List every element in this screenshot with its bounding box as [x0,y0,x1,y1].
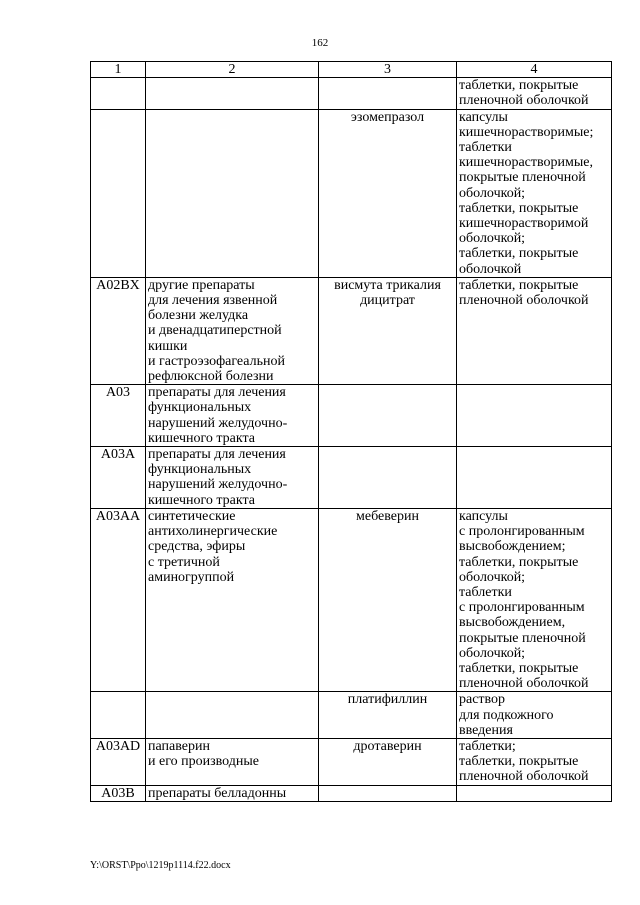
table-row [91,277,612,384]
ingredient-cell [319,385,457,447]
atc-code-cell: A03AA [91,508,146,691]
group-cell: синтетические антихолинергические средства, эфиры с третичной аминогруппой [146,508,319,691]
table-row [91,738,612,785]
dosage-form-cell: капсулы с пролонгированным высвобождением; таблетки, покрытые оболочкой; таблетки с пролонгированным высвобождением, покрытые пленочной оболочкой; таблетки, покрытые пленочной оболочкой [457,508,612,691]
table-row [91,385,612,447]
atc-code-cell: A03A [91,447,146,509]
header-col-4: 4 [457,62,612,78]
ingredient-cell [319,78,457,109]
table-header-row [91,62,612,78]
table-row [91,109,612,277]
ingredient-cell: дротаверин [319,738,457,785]
table-row [91,508,612,691]
atc-code-cell [91,78,146,109]
dosage-form-cell [457,785,612,801]
table-row [91,447,612,509]
group-cell: препараты для лечения функциональных нарушений желудочно- кишечного тракта [146,385,319,447]
ingredient-cell: платифиллин [319,692,457,739]
dosage-form-cell: капсулы кишечнорастворимые; таблетки кишечнорастворимые, покрытые пленочной оболочкой; таблетки, покрытые кишечнорастворимой оболочкой; таблетки, покрытые оболочкой [457,109,612,277]
table-row [91,692,612,739]
ingredient-cell [319,447,457,509]
group-cell: препараты для лечения функциональных нарушений желудочно- кишечного тракта [146,447,319,509]
group-cell [146,109,319,277]
ingredient-cell [319,785,457,801]
atc-code-cell: A03B [91,785,146,801]
dosage-form-cell: таблетки, покрытые пленочной оболочкой [457,277,612,384]
table-row [91,785,612,801]
drug-table [90,61,612,802]
group-cell [146,78,319,109]
atc-code-cell: A02BX [91,277,146,384]
ingredient-cell: эзомепразол [319,109,457,277]
atc-code-cell [91,692,146,739]
dosage-form-cell: таблетки; таблетки, покрытые пленочной оболочкой [457,738,612,785]
group-cell: другие препараты для лечения язвенной болезни желудка и двенадцатиперстной кишки и гастроэзофагеальной рефлюксной болезни [146,277,319,384]
ingredient-cell: мебеверин [319,508,457,691]
atc-code-cell [91,109,146,277]
document-path-footer: Y:\ORST\Ppo\1219p1114.f22.docx [90,860,231,871]
dosage-form-cell: раствор для подкожного введения [457,692,612,739]
table-row [91,78,612,109]
ingredient-cell: висмута трикалия дицитрат [319,277,457,384]
group-cell: папаверин и его производные [146,738,319,785]
dosage-form-cell [457,385,612,447]
header-col-1: 1 [91,62,146,78]
atc-code-cell: A03AD [91,738,146,785]
page-number: 162 [311,37,329,49]
group-cell: препараты белладонны [146,785,319,801]
header-col-3: 3 [319,62,457,78]
dosage-form-cell: таблетки, покрытые пленочной оболочкой [457,78,612,109]
header-col-2: 2 [146,62,319,78]
group-cell [146,692,319,739]
dosage-form-cell [457,447,612,509]
atc-code-cell: A03 [91,385,146,447]
